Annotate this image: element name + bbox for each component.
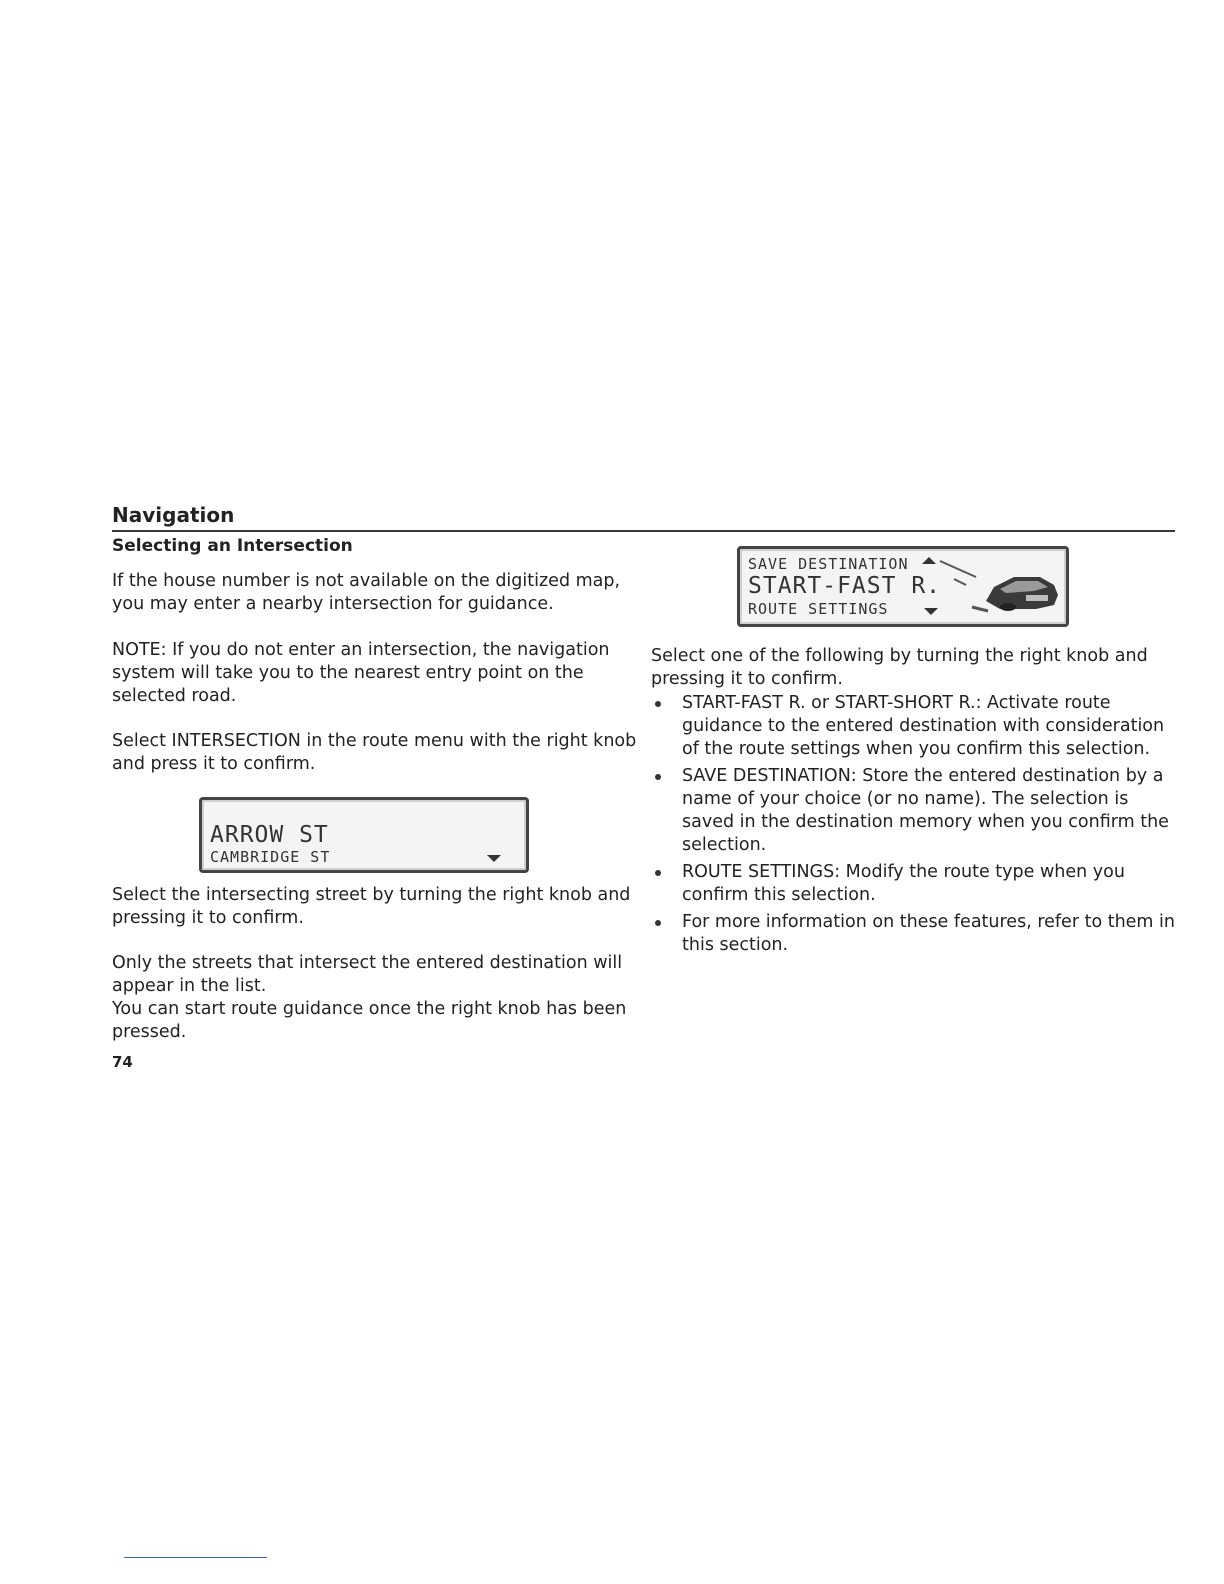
intersection-display (199, 797, 529, 873)
list-item-text: For more information on these features, refer to them in this section. (682, 912, 1175, 955)
paragraph-note: NOTE: If you do not enter an intersection, the navigation system will take you to the nearest entry point on the selected road. (112, 640, 610, 706)
paragraph-only-streets: Only the streets that intersect the entered destination will appear in the list. (112, 953, 623, 996)
bullet-icon (655, 701, 661, 707)
car-icon (936, 555, 1060, 617)
section-title: Navigation (112, 503, 235, 527)
display-line-1: ARROW ST (210, 822, 329, 848)
bullet-icon (655, 774, 661, 780)
display-line-2: CAMBRIDGE ST (210, 848, 331, 866)
paragraph-select-intersection: Select INTERSECTION in the route menu with the right knob and press it to confirm. (112, 731, 637, 774)
page-number: 74 (112, 1053, 133, 1071)
options-list (651, 692, 1181, 961)
footer-line (124, 1557, 267, 1558)
bullet-icon (655, 920, 661, 926)
triangle-up-icon (922, 557, 936, 564)
display-line-3: ROUTE SETTINGS (748, 600, 889, 618)
paragraph-select-one: Select one of the following by turning the right knob and pressing it to confirm. (651, 646, 1148, 689)
route-menu-display (737, 546, 1069, 627)
list-item-text: START-FAST R. or START-SHORT R.: Activate route guidance to the entered destination with consideration of the route settings when you confirm this selection. (682, 693, 1165, 759)
triangle-down-icon (487, 855, 501, 862)
paragraph-start-guidance: You can start route guidance once the right knob has been pressed. (112, 999, 627, 1042)
list-item (651, 765, 1181, 857)
display-line-2: START-FAST R. (748, 573, 942, 599)
list-item-text: SAVE DESTINATION: Store the entered destination by a name of your choice (or no name). The selection is saved in the destination memory when you confirm the selection. (682, 766, 1169, 855)
display-line-1: SAVE DESTINATION (748, 555, 909, 573)
list-item-text: ROUTE SETTINGS: Modify the route type when you confirm this selection. (682, 862, 1125, 905)
paragraph-house-number: If the house number is not available on the digitized map, you may enter a nearby intersection for guidance. (112, 571, 621, 614)
header-rule (112, 530, 1175, 532)
bullet-icon (655, 870, 661, 876)
list-item (651, 861, 1181, 907)
list-item (651, 911, 1181, 957)
paragraph-select-street: Select the intersecting street by turning the right knob and pressing it to confirm. (112, 885, 631, 928)
subtitle: Selecting an Intersection (112, 536, 353, 556)
list-item (651, 692, 1181, 761)
